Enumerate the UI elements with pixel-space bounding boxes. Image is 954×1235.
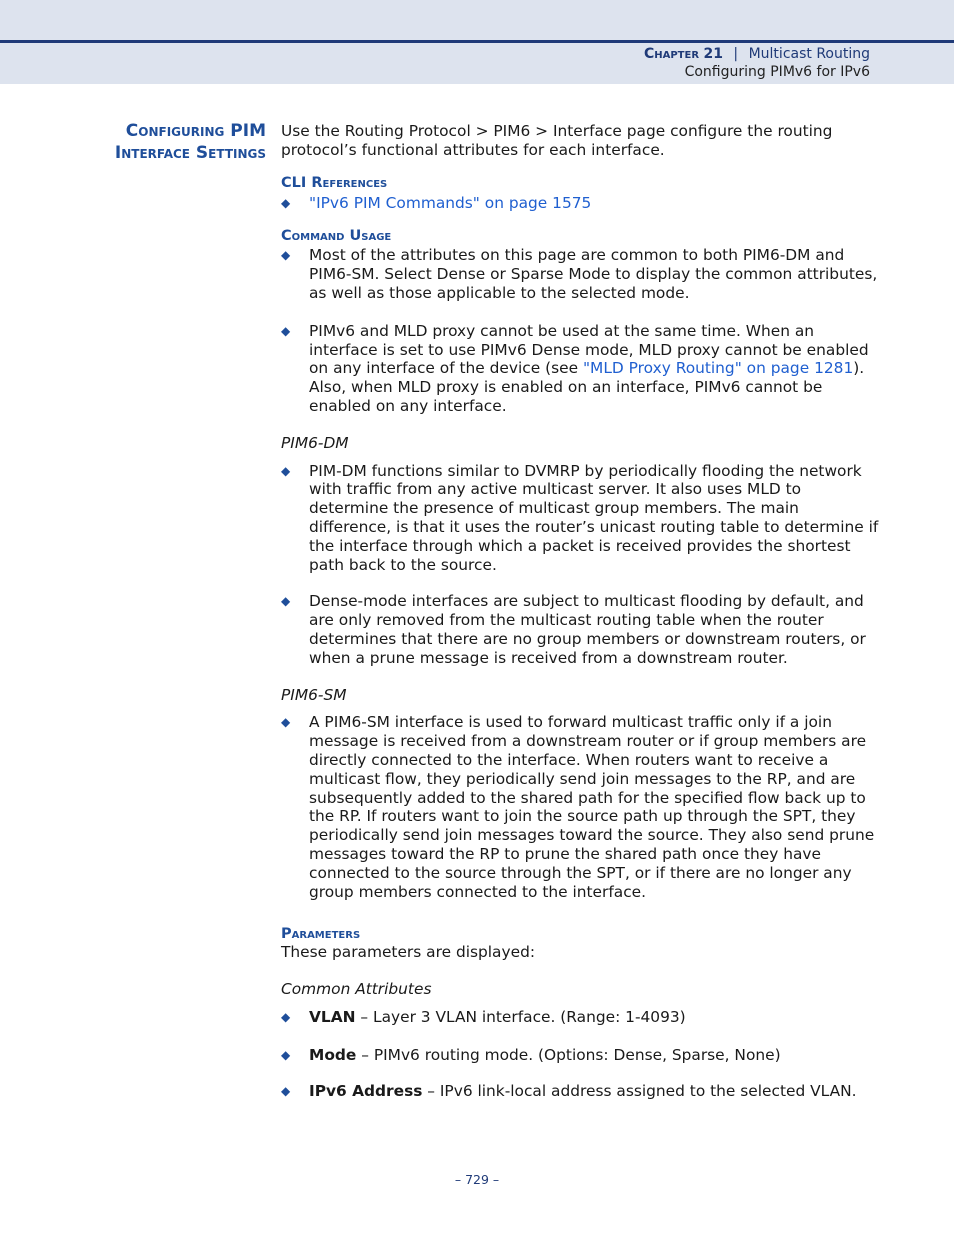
main-content bbox=[281, 122, 881, 1101]
side-heading-line2: Interface Settings bbox=[114, 143, 266, 163]
list-item bbox=[281, 592, 881, 667]
pim6-sm-label: PIM6-SM bbox=[281, 685, 347, 704]
list-item bbox=[281, 1008, 881, 1027]
chapter-number: 21 bbox=[703, 46, 723, 62]
side-heading bbox=[115, 120, 266, 164]
diamond-bullet-icon: ◆ bbox=[281, 594, 291, 609]
param-term: Mode bbox=[309, 1045, 357, 1064]
chapter-line bbox=[644, 45, 870, 63]
param-desc: – PIMv6 routing mode. (Options: Dense, Sparse, None) bbox=[356, 1045, 781, 1064]
list-item bbox=[281, 246, 881, 302]
list-item bbox=[281, 322, 881, 416]
parameters-intro: These parameters are displayed: bbox=[281, 943, 536, 962]
dm-item-text: PIM-DM functions similar to DVMRP by periodically flooding the network with traffic from any active multicast server. It also uses MLD to determine the presence of multicast group members. The main difference, is that it uses the router’s unicast routing table to determine if the interface through which a packet is received provides the shortest path back to the source. bbox=[309, 461, 879, 574]
list-item bbox=[281, 194, 881, 213]
command-usage-heading: Command Usage bbox=[281, 228, 392, 245]
diamond-bullet-icon: ◆ bbox=[281, 1047, 291, 1062]
chapter-word: Chapter bbox=[643, 46, 700, 62]
cli-references-heading: CLI References bbox=[281, 174, 388, 191]
list-item bbox=[281, 713, 881, 901]
param-desc: – Layer 3 VLAN interface. (Range: 1-4093) bbox=[355, 1007, 686, 1026]
chapter-title: Multicast Routing bbox=[748, 46, 870, 62]
page-number: – 729 – bbox=[454, 1172, 500, 1187]
diamond-bullet-icon: ◆ bbox=[281, 463, 291, 478]
header-separator: | bbox=[733, 46, 739, 62]
usage-item-text: ). Also, when MLD proxy is enabled on an interface, PIMv6 cannot be enabled on any interface. bbox=[309, 359, 865, 415]
sm-item-text: A PIM6-SM interface is used to forward multicast traffic only if a join message is received from a downstream router or if group members are directly connected to the interface. When routers want to receive a multicast flow, they periodically send join messages to the RP, and are subsequently added to the shared path for the specified flow back up to the RP. If routers want to join the source path up through the SPT, they periodically send join messages toward the source. They also send prune messages toward the RP to prune the shared path once they have connected to the source through the SPT, or if there are no longer any group members connected to the interface. bbox=[309, 713, 875, 901]
common-attributes-label: Common Attributes bbox=[281, 980, 432, 999]
diamond-bullet-icon: ◆ bbox=[281, 195, 291, 210]
cli-reference-link[interactable]: "IPv6 PIM Commands" on page 1575 bbox=[309, 193, 592, 212]
list-item bbox=[281, 1046, 881, 1065]
parameters-heading: Parameters bbox=[281, 926, 361, 943]
param-term: IPv6 Address bbox=[309, 1082, 423, 1101]
side-heading-line1: Configuring PIM bbox=[125, 121, 266, 141]
mld-proxy-link[interactable]: "MLD Proxy Routing" on page 1281 bbox=[582, 359, 854, 378]
header-rule bbox=[0, 40, 954, 43]
diamond-bullet-icon: ◆ bbox=[281, 248, 291, 263]
dm-item-text: Dense-mode interfaces are subject to multicast flooding by default, and are only removed from the multicast routing table when the router determines that there are no group members or downstream routers, or when a prune message is received from a downstream router. bbox=[309, 592, 866, 667]
running-header bbox=[644, 45, 870, 81]
diamond-bullet-icon: ◆ bbox=[281, 1084, 291, 1099]
pim6-dm-label: PIM6-DM bbox=[281, 433, 349, 452]
usage-item-text: Most of the attributes on this page are common to both PIM6-DM and PIM6-SM. Select Dense or Sparse Mode to display the common attributes, as well as those applicable to the selected mode. bbox=[309, 246, 878, 302]
section-title: Configuring PIMv6 for IPv6 bbox=[684, 64, 870, 80]
intro-paragraph: Use the Routing Protocol > PIM6 > Interface page configure the routing protocol’s functional attributes for each interface. bbox=[281, 122, 833, 159]
list-item bbox=[281, 462, 881, 575]
diamond-bullet-icon: ◆ bbox=[281, 715, 291, 730]
usage-item-text: PIMv6 and MLD proxy cannot be used at the same time. When an interface is set to use PIMv6 Dense mode, MLD proxy cannot be enabled on any interface of the device (see bbox=[309, 321, 869, 378]
diamond-bullet-icon: ◆ bbox=[281, 323, 291, 338]
diamond-bullet-icon: ◆ bbox=[281, 1009, 291, 1024]
list-item bbox=[281, 1082, 881, 1101]
param-term: VLAN bbox=[309, 1007, 356, 1026]
param-desc: – IPv6 link-local address assigned to the selected VLAN. bbox=[422, 1082, 857, 1101]
